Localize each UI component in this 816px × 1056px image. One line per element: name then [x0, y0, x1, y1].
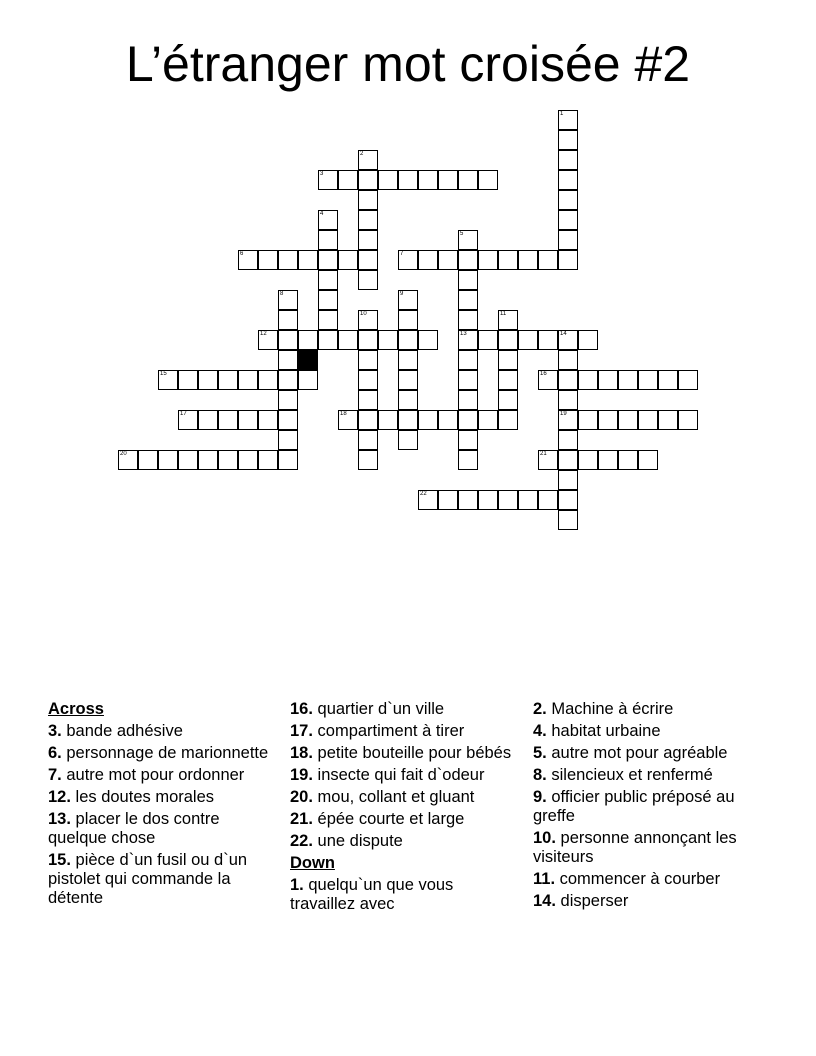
grid-cell — [358, 190, 378, 210]
grid-cell — [558, 110, 578, 130]
grid-cell — [278, 250, 298, 270]
grid-cell — [358, 210, 378, 230]
grid-cell — [578, 330, 598, 350]
grid-cell — [398, 290, 418, 310]
grid-cell — [558, 470, 578, 490]
clue-across-18: 18. petite bouteille pour bébés — [290, 744, 512, 762]
clue-across-20: 20. mou, collant et gluant — [290, 788, 475, 806]
grid-number: 16 — [540, 371, 547, 377]
grid-cell — [618, 410, 638, 430]
clue-across-22: 22. une dispute — [290, 832, 403, 850]
grid-cell — [498, 410, 518, 430]
grid-cell — [238, 370, 258, 390]
grid-cell — [458, 430, 478, 450]
grid-cell — [378, 410, 398, 430]
grid-cell — [178, 370, 198, 390]
grid-cell — [518, 330, 538, 350]
grid-number: 9 — [400, 291, 404, 297]
grid-cell — [218, 450, 238, 470]
clue-across-21: 21. épée courte et large — [290, 810, 465, 828]
grid-cell — [278, 330, 298, 350]
grid-number: 17 — [180, 411, 187, 417]
grid-cell — [558, 350, 578, 370]
grid-cell — [458, 230, 478, 250]
grid-number: 1 — [560, 111, 564, 117]
grid-cell — [458, 270, 478, 290]
grid-number: 10 — [360, 311, 367, 317]
grid-cell — [358, 310, 378, 330]
grid-number: 19 — [560, 411, 567, 417]
grid-cell — [358, 170, 378, 190]
grid-cell — [558, 330, 578, 350]
grid-cell — [638, 410, 658, 430]
grid-cell — [478, 170, 498, 190]
grid-cell — [658, 370, 678, 390]
grid-cell — [358, 370, 378, 390]
grid-number: 13 — [460, 331, 467, 337]
grid-cell — [558, 430, 578, 450]
clue-column-1 — [48, 700, 280, 911]
grid-cell — [398, 170, 418, 190]
grid-cell — [558, 490, 578, 510]
clue-across-7: 7. autre mot pour ordonner — [48, 766, 245, 784]
grid-cell — [558, 510, 578, 530]
grid-cell — [418, 250, 438, 270]
grid-cell — [378, 330, 398, 350]
across-heading: Across — [48, 700, 104, 718]
grid-cell — [298, 370, 318, 390]
grid-cell — [178, 450, 198, 470]
grid-cell — [478, 410, 498, 430]
grid-cell — [338, 330, 358, 350]
grid-cell — [618, 370, 638, 390]
grid-cell — [458, 290, 478, 310]
grid-cell — [378, 170, 398, 190]
grid-cell — [578, 410, 598, 430]
grid-cell — [558, 150, 578, 170]
grid-cell — [198, 370, 218, 390]
grid-cell — [498, 350, 518, 370]
clue-down-4: 4. habitat urbaine — [533, 722, 661, 740]
grid-number: 6 — [240, 251, 244, 257]
grid-number: 18 — [340, 411, 347, 417]
grid-cell — [398, 250, 418, 270]
clue-down-10: 10. personne annonçant les visiteurs — [533, 829, 737, 866]
grid-cell — [458, 170, 478, 190]
clue-across-12: 12. les doutes morales — [48, 788, 215, 806]
grid-number: 14 — [560, 331, 567, 337]
grid-cell — [498, 330, 518, 350]
grid-cell — [658, 410, 678, 430]
clue-across-17: 17. compartiment à tirer — [290, 722, 465, 740]
grid-number: 7 — [400, 251, 404, 257]
grid-cell — [518, 250, 538, 270]
grid-cell — [398, 370, 418, 390]
grid-cell — [338, 410, 358, 430]
grid-cell — [318, 210, 338, 230]
grid-cell — [278, 350, 298, 370]
grid-cell — [558, 250, 578, 270]
grid-cell — [238, 410, 258, 430]
grid-cell — [358, 410, 378, 430]
grid-cell — [318, 270, 338, 290]
grid-cell — [558, 410, 578, 430]
grid-cell — [258, 250, 278, 270]
grid-cell — [538, 370, 558, 390]
grid-cell — [538, 330, 558, 350]
grid-cell — [298, 250, 318, 270]
grid-cell — [258, 450, 278, 470]
grid-number: 15 — [160, 371, 167, 377]
grid-cell — [258, 370, 278, 390]
grid-cell — [398, 350, 418, 370]
grid-number: 3 — [320, 171, 324, 177]
grid-cell — [458, 450, 478, 470]
clue-column-2 — [290, 700, 522, 917]
grid-cell — [498, 390, 518, 410]
grid-cell — [278, 310, 298, 330]
grid-cell — [458, 250, 478, 270]
grid-cell — [558, 170, 578, 190]
grid-cell — [558, 230, 578, 250]
grid-cell — [498, 310, 518, 330]
clue-down-8: 8. silencieux et renfermé — [533, 766, 713, 784]
grid-cell — [358, 430, 378, 450]
grid-cell — [438, 250, 458, 270]
grid-cell — [178, 410, 198, 430]
grid-cell — [318, 290, 338, 310]
grid-cell — [358, 230, 378, 250]
grid-cell — [398, 390, 418, 410]
clue-across-13: 13. placer le dos contre quelque chose — [48, 810, 220, 847]
clue-down-14: 14. disperser — [533, 892, 629, 910]
grid-cell — [598, 370, 618, 390]
grid-cell — [238, 250, 258, 270]
grid-cell — [478, 250, 498, 270]
grid-cell — [558, 210, 578, 230]
down-heading: Down — [290, 854, 335, 872]
grid-cell — [278, 430, 298, 450]
grid-cell — [418, 170, 438, 190]
black-cell — [298, 350, 318, 370]
grid-cell — [398, 410, 418, 430]
grid-cell — [358, 330, 378, 350]
grid-cell — [638, 370, 658, 390]
clue-down-11: 11. commencer à courber — [533, 870, 721, 888]
grid-cell — [198, 410, 218, 430]
grid-cell — [418, 490, 438, 510]
clue-down-5: 5. autre mot pour agréable — [533, 744, 728, 762]
grid-cell — [458, 490, 478, 510]
grid-cell — [678, 370, 698, 390]
grid-cell — [598, 450, 618, 470]
grid-cell — [158, 370, 178, 390]
grid-cell — [538, 250, 558, 270]
grid-cell — [298, 330, 318, 350]
clue-across-16: 16. quartier d`un ville — [290, 700, 445, 718]
grid-cell — [578, 450, 598, 470]
grid-number: 4 — [320, 211, 324, 217]
grid-cell — [678, 410, 698, 430]
grid-number: 5 — [460, 231, 464, 237]
clue-down-9: 9. officier public préposé au greffe — [533, 788, 735, 825]
grid-cell — [438, 410, 458, 430]
grid-cell — [358, 270, 378, 290]
grid-cell — [338, 250, 358, 270]
grid-number: 21 — [540, 451, 547, 457]
clue-column-3 — [533, 700, 773, 914]
grid-cell — [438, 490, 458, 510]
grid-cell — [398, 310, 418, 330]
grid-cell — [398, 430, 418, 450]
grid-cell — [278, 290, 298, 310]
grid-cell — [458, 370, 478, 390]
grid-cell — [418, 410, 438, 430]
grid-cell — [638, 450, 658, 470]
grid-cell — [558, 450, 578, 470]
grid-cell — [518, 490, 538, 510]
grid-cell — [258, 330, 278, 350]
grid-number: 2 — [360, 151, 364, 157]
page-title: L’étranger mot croisée #2 — [125, 36, 691, 92]
grid-cell — [338, 170, 358, 190]
grid-cell — [558, 130, 578, 150]
grid-cell — [578, 370, 598, 390]
grid-cell — [358, 350, 378, 370]
grid-cell — [458, 350, 478, 370]
grid-cell — [498, 490, 518, 510]
grid-cell — [558, 190, 578, 210]
grid-cell — [358, 250, 378, 270]
grid-number: 20 — [120, 451, 127, 457]
grid-cell — [138, 450, 158, 470]
grid-cell — [558, 370, 578, 390]
grid-cell — [318, 310, 338, 330]
grid-cell — [318, 330, 338, 350]
grid-cell — [538, 490, 558, 510]
clue-down-2: 2. Machine à écrire — [533, 700, 674, 718]
grid-cell — [278, 410, 298, 430]
grid-cell — [538, 450, 558, 470]
grid-cell — [318, 170, 338, 190]
grid-cell — [318, 230, 338, 250]
grid-number: 11 — [500, 311, 507, 317]
grid-cell — [198, 450, 218, 470]
grid-cell — [618, 450, 638, 470]
grid-cell — [458, 310, 478, 330]
grid-cell — [498, 250, 518, 270]
grid-cell — [598, 410, 618, 430]
grid-cell — [558, 390, 578, 410]
grid-number: 22 — [420, 491, 427, 497]
grid-cell — [158, 450, 178, 470]
grid-cell — [398, 330, 418, 350]
grid-cell — [418, 330, 438, 350]
grid-cell — [258, 410, 278, 430]
grid-cell — [238, 450, 258, 470]
grid-cell — [278, 390, 298, 410]
clue-across-19: 19. insecte qui fait d`odeur — [290, 766, 485, 784]
grid-number: 12 — [260, 331, 267, 337]
grid-cell — [118, 450, 138, 470]
grid-cell — [278, 370, 298, 390]
grid-cell — [358, 150, 378, 170]
grid-cell — [218, 410, 238, 430]
grid-cell — [218, 370, 238, 390]
grid-cell — [458, 390, 478, 410]
clue-down-1: 1. quelqu`un que vous travaillez avec — [290, 876, 454, 913]
grid-number: 8 — [280, 291, 284, 297]
grid-cell — [478, 490, 498, 510]
clue-across-15: 15. pièce d`un fusil ou d`un pistolet qui commande la détente — [48, 851, 248, 907]
clue-across-6: 6. personnage de marionnette — [48, 744, 269, 762]
grid-cell — [278, 450, 298, 470]
grid-cell — [438, 170, 458, 190]
grid-cell — [458, 330, 478, 350]
grid-cell — [478, 330, 498, 350]
grid-cell — [318, 250, 338, 270]
clue-across-3: 3. bande adhésive — [48, 722, 183, 740]
grid-cell — [358, 450, 378, 470]
grid-cell — [358, 390, 378, 410]
grid-cell — [498, 370, 518, 390]
grid-cell — [458, 410, 478, 430]
